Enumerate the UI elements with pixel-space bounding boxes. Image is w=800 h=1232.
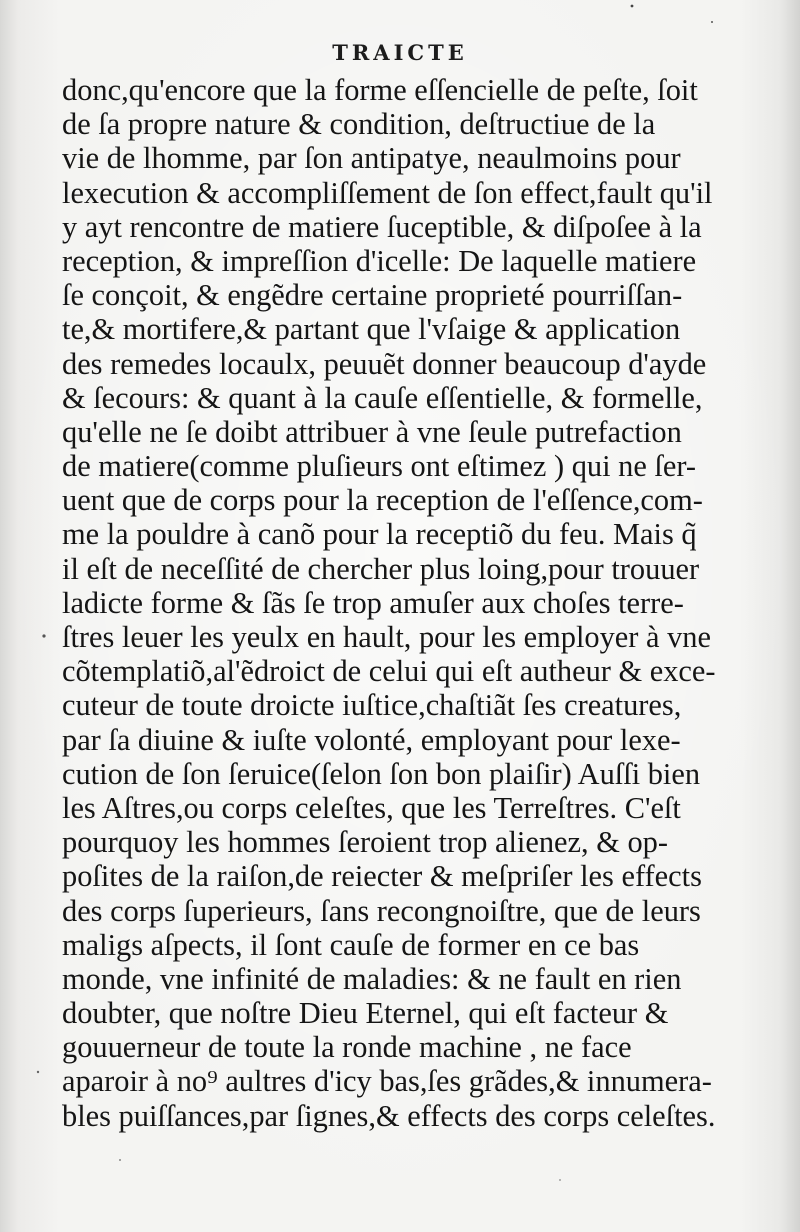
page-body-text [62,73,734,1133]
text-line: monde, vne infinité de maladies: & ne fault en rien [62,961,682,996]
text-line: donc,qu'encore que la forme eſſencielle de peſte, ſoit [62,73,698,107]
text-line: les Aſtres,ou corps celeſtes, que les Terreſtres. C'eſt [62,790,681,825]
text-line: qu'elle ne ſe doibt attribuer à vne ſeule putrefaction [62,414,682,449]
text-line: vie de lhomme, par ſon antipatye, neaulmoins pour [62,141,681,176]
text-line: bles puiſſances,par ſignes,& effects des corps celeſtes. [62,1098,716,1133]
text-line: poſites de la raiſon,de reiecter & meſpriſer les effects [62,859,702,894]
text-line: y ayt rencontre de matiere ſuceptible, & diſpoſee à la [62,209,702,244]
text-line: maligs aſpects, il ſont cauſe de former en ce bas [62,927,640,962]
running-head: TRAICTE [332,40,468,65]
text-line: gouuerneur de toute la ronde machine , ne face [62,1030,632,1065]
text-line: lexecution & accompliſſement de ſon effect,fault qu'il [62,175,713,210]
text-line: me la pouldre à canõ pour la receptiõ du feu. Mais q̃ [62,517,697,552]
text-line: pourquoy les hommes ſeroient trop alienez, & op- [62,825,668,860]
text-line: te,& mortifere,& partant que l'vſaige & application [62,312,681,347]
text-line: ladicte forme & ſãs ſe trop amuſer aux choſes terre- [62,585,684,620]
text-line: cution de ſon ſeruice(ſelon ſon bon plaiſir) Auſſi bien [62,756,701,791]
text-line: ſe conçoit, & engẽdre certaine proprieté pourriſſan- [62,278,683,313]
text-line: de matiere(comme pluſieurs ont eſtimez ) qui ne ſer- [62,449,696,484]
text-line: doubter, que noſtre Dieu Eternel, qui eſt facteur & [62,996,669,1031]
text-line: des corps ſuperieurs, ſans recongnoiſtre, que de leurs [62,893,701,928]
text-line: cuteur de toute droicte iuſtice,chaſtiãt ſes creatures, [62,688,682,723]
text-line: aparoir à no⁹ aultres d'icy bas,ſes grãdes,& innumera- [62,1064,712,1099]
text-line: ſtres leuer les yeulx en hault, pour les employer à vne [62,620,711,654]
text-line: uent que de corps pour la reception de l'eſſence,com- [62,483,703,518]
text-line: par ſa diuine & iuſte volonté, employant pour lexe- [62,722,681,757]
text-line: il eſt de neceſſité de chercher plus loing,pour trouuer [62,551,700,586]
text-line: de ſa propre nature & condition, deſtructiue de la [62,107,656,142]
text-line: cõtemplatiõ,al'ẽdroict de celui qui eſt autheur & exce- [62,654,716,689]
text-line: reception, & impreſſion d'icelle: De laquelle matiere [62,243,697,278]
text-line: des remedes locaulx, peuuẽt donner beaucoup d'ayde [62,346,707,381]
text-line: & ſecours: & quant à la cauſe eſſentielle, & formelle, [62,380,703,415]
